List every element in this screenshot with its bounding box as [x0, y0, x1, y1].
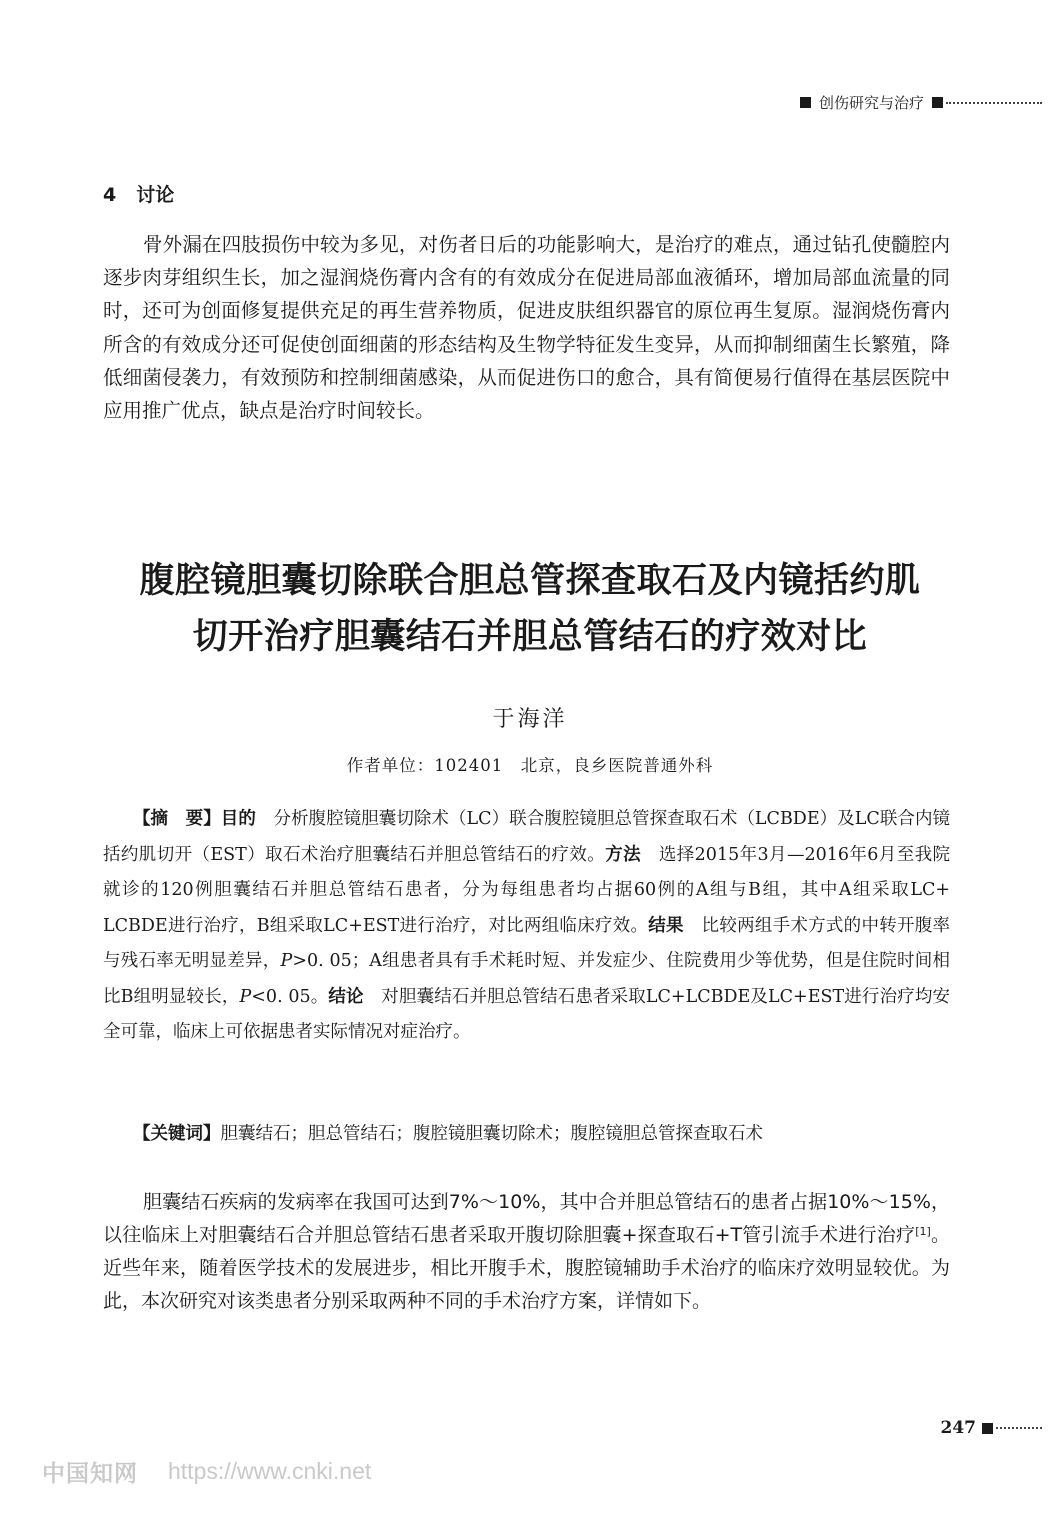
- section-number: 4: [103, 184, 117, 206]
- cnki-watermark: [42, 1455, 371, 1488]
- cnki-logo: 中国知网: [42, 1461, 138, 1487]
- intro-text: 胆囊结石疾病的发病率在我国可达到7%～10%，其中合并胆总管结石的患者占据10%～15%，以往临床上对胆囊结石合并胆总管结石患者采取开腹切除胆囊+探查取石+T管引流手术进行治疗: [103, 1191, 950, 1246]
- article-title-line-1: 腹腔镜胆囊切除联合胆总管探查取石及内镜括约肌: [139, 561, 921, 601]
- running-header: [800, 92, 1042, 113]
- square-bullet-icon: [982, 1423, 993, 1434]
- section-name: 创伤研究与治疗: [818, 94, 924, 112]
- keywords: [133, 1120, 953, 1148]
- result-label: 结果: [648, 915, 684, 936]
- conclusion-text: 对胆囊结石并胆总管结石患者采取LC+LCBDE及LC+EST进行治疗均安全可靠，临床上可依据患者实际情况对症治疗。: [103, 986, 950, 1042]
- article-title: [50, 553, 1010, 665]
- author-affiliation: 作者单位：102401 北京，良乡医院普通外科: [346, 756, 714, 775]
- intro-paragraph: [103, 1186, 950, 1318]
- result-text-2: >0. 05；A组患者具有手术耗时短、并发症少、住院费用少等优势，但是住院时间相比B组明显较长，: [103, 951, 951, 1007]
- section-heading: [103, 180, 174, 207]
- page-number: 247: [940, 1418, 976, 1438]
- square-bullet-icon: [932, 97, 943, 108]
- intro-text-continued: 。近些年来，随着医学技术的发展进步，相比开腹手术，腹腔镜辅助手术治疗的临床疗效明显较优。为此，本次研究对该类患者分别采取两种不同的手术治疗方案，详情如下。: [103, 1224, 950, 1312]
- author-name: 于海洋: [492, 707, 568, 732]
- abstract: [103, 802, 950, 1051]
- dotted-rule: [946, 102, 1042, 104]
- keywords-label: 【关键词】: [133, 1124, 221, 1144]
- p-value-symbol: P: [239, 986, 252, 1007]
- article-title-line-2: 切开治疗胆囊结石并胆总管结石的疗效对比: [192, 617, 868, 657]
- discussion-paragraph: 骨外漏在四肢损伤中较为多见，对伤者日后的功能影响大，是治疗的难点，通过钻孔使髓腔内逐步肉芽组织生长，加之湿润烧伤膏内含有的有效成分在促进局部血液循环，增加局部血流量的同时，还可为创面修复提供充足的再生营养物质，促进皮肤组织器官的原位再生复原。湿润烧伤膏内所含的有效成分还可促使创面细菌的形态结构及生物学特征发生变异，从而抑制细菌生长繁殖，降低细菌侵袭力，有效预防和控制细菌感染，从而促进伤口的愈合，具有简便易行值得在基层医院中应用推广优点，缺点是治疗时间较长。: [103, 233, 950, 423]
- section-title: 讨论: [136, 184, 175, 206]
- p-value-symbol: P: [280, 951, 293, 971]
- cnki-url[interactable]: https://www.cnki.net: [168, 1458, 372, 1484]
- method-label: 方法: [605, 844, 641, 865]
- keywords-text: 胆囊结石；胆总管结石；腹腔镜胆囊切除术；腹腔镜胆总管探查取石术: [220, 1124, 763, 1144]
- page-footer: [941, 1418, 1043, 1438]
- objective-label: 目的: [220, 809, 256, 829]
- conclusion-label: 结论: [328, 986, 364, 1007]
- square-bullet-icon: [800, 97, 811, 108]
- objective-text: 分析腹腔镜胆囊切除术（LC）联合腹腔镜胆总管探查取石术（LCBDE）及LC联合内镜括约肌切开（EST）取石术治疗胆囊结石并胆总管结石的疗效。: [103, 809, 951, 865]
- result-text: 比较两组手术方式的中转开腹率与残石率无明显差异，: [103, 915, 950, 971]
- dotted-rule: [996, 1427, 1042, 1429]
- abstract-label: 【摘 要】: [133, 809, 221, 829]
- citation-ref[interactable]: [1]: [915, 1225, 931, 1238]
- result-text-3: <0. 05。: [251, 986, 329, 1007]
- method-text: 选择2015年3月—2016年6月至我院就诊的120例胆囊结石并胆总管结石患者，分为每组患者均占据60例的A组与B组，其中A组采取LC+ LCBDE进行治疗，B组采取LC+EST进行治疗，对比两组临床疗效。: [103, 844, 950, 936]
